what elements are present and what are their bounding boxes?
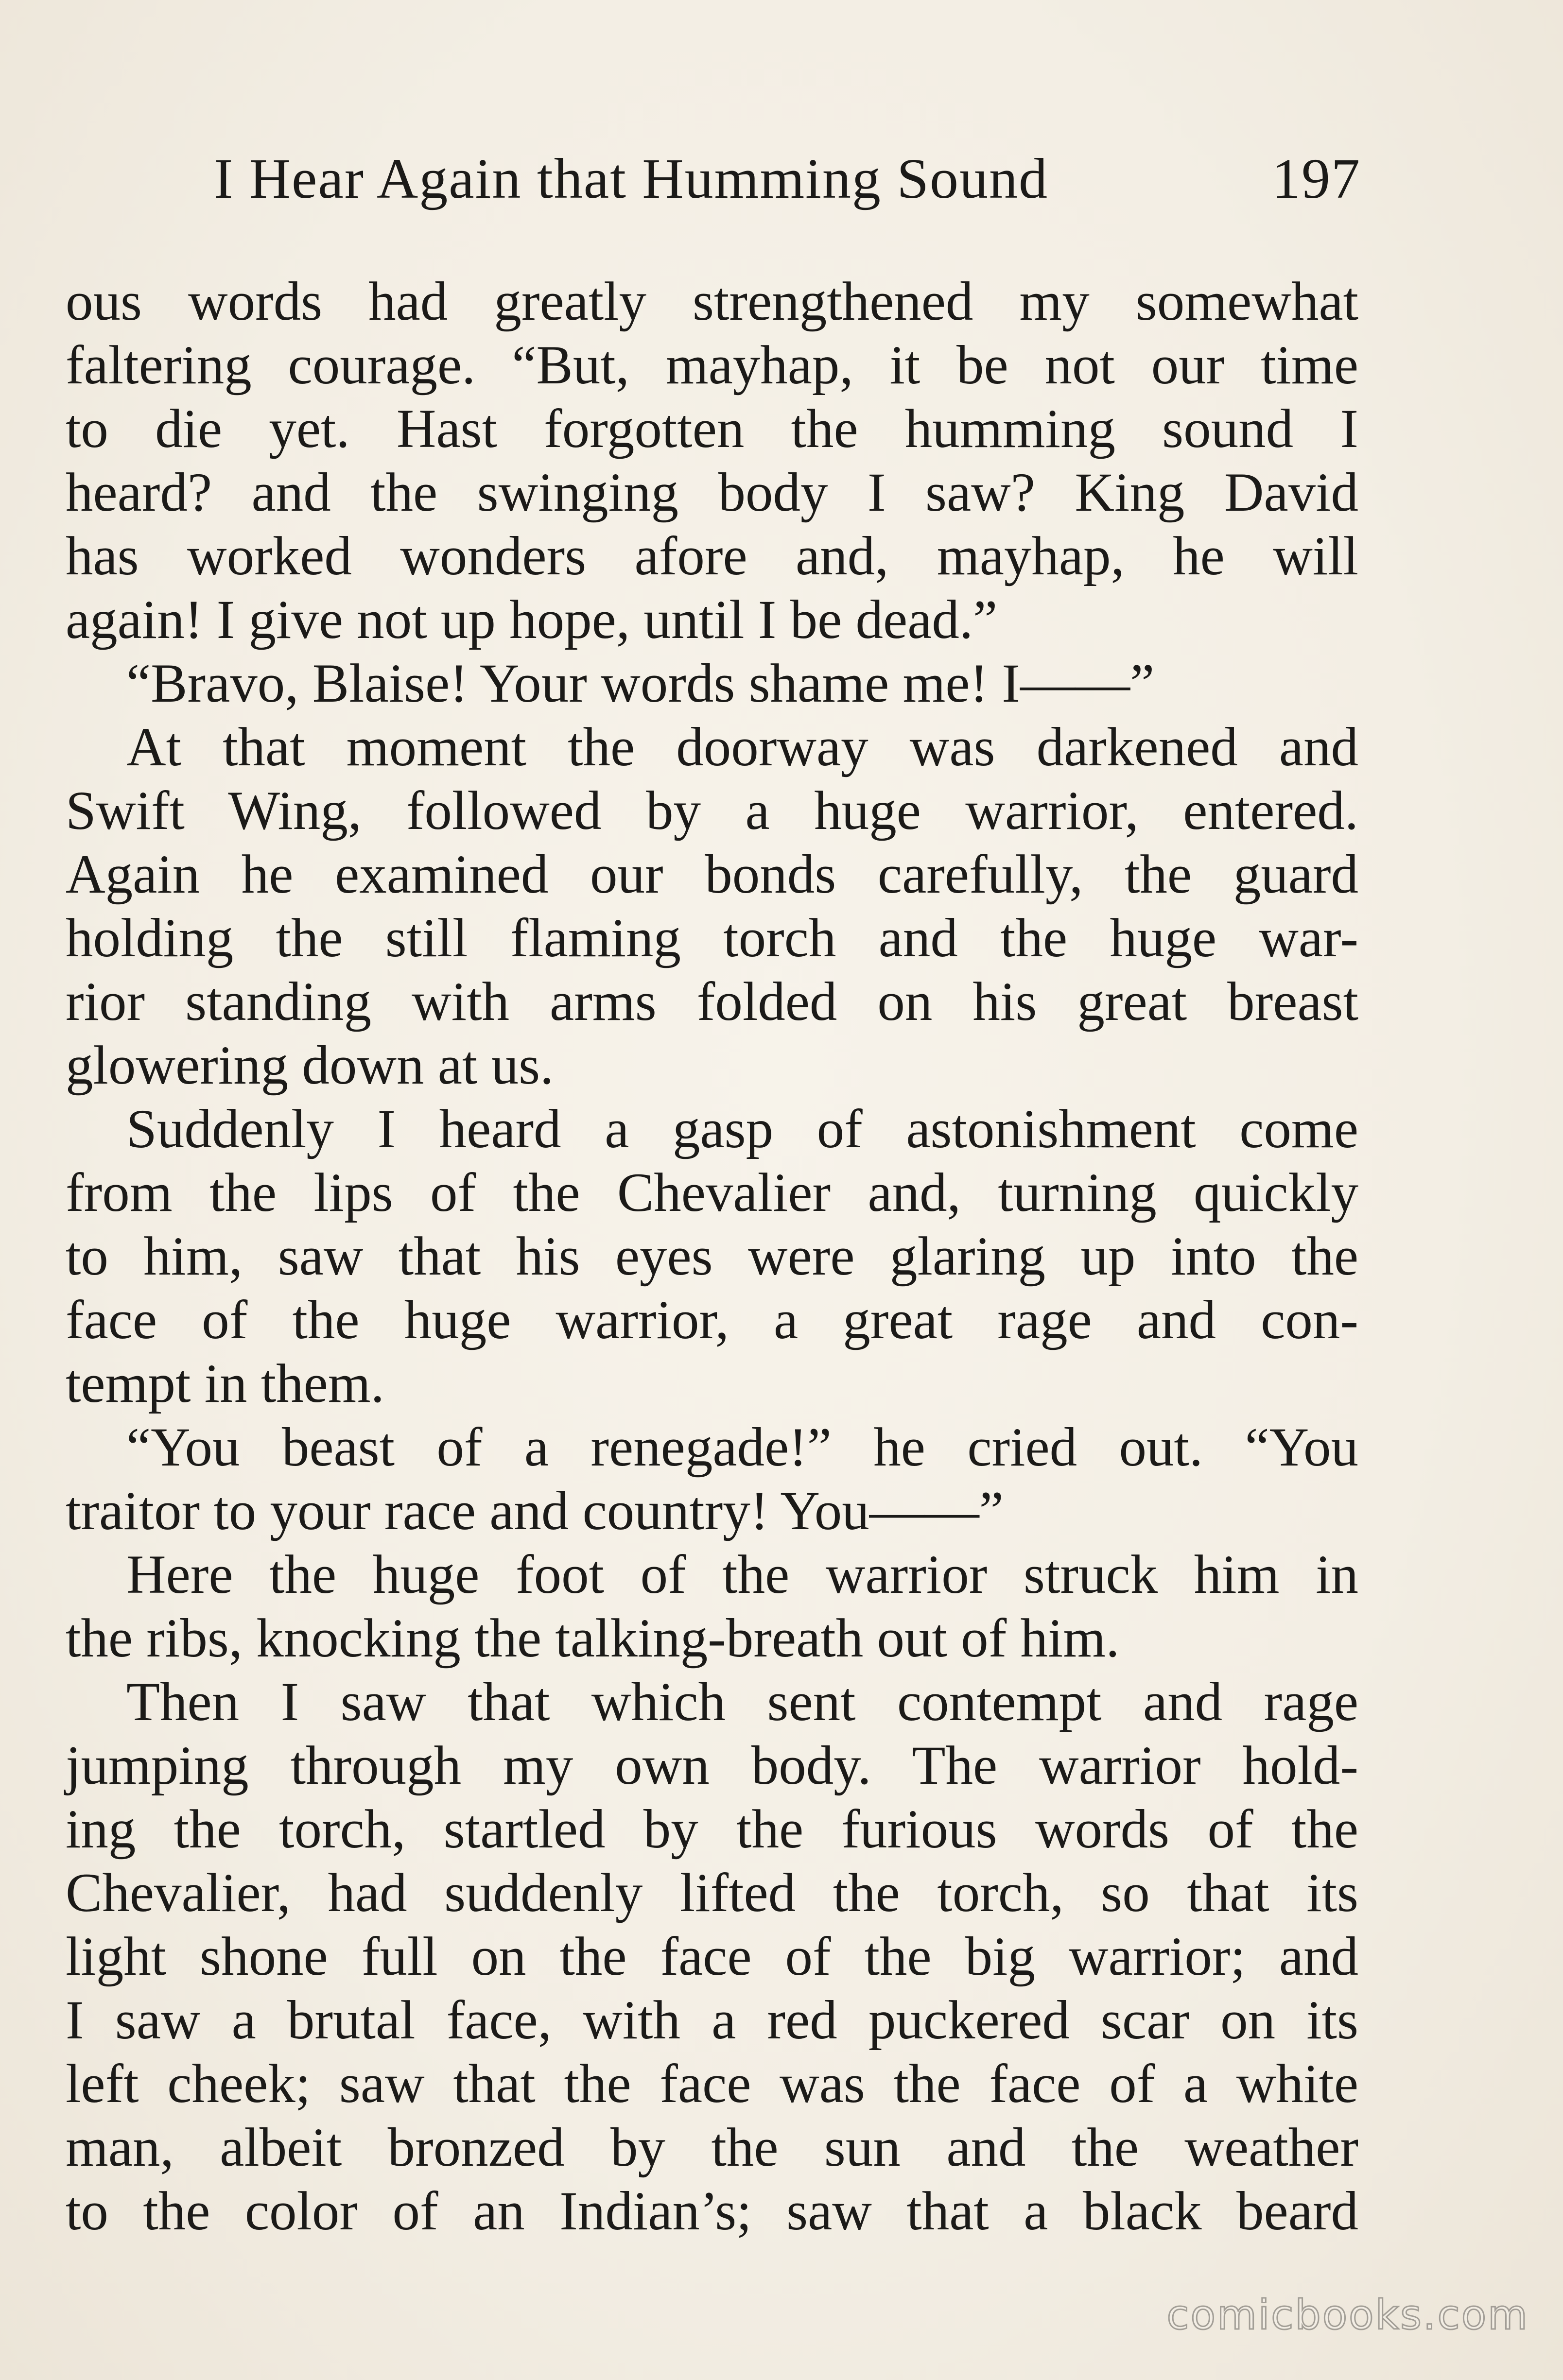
text-line: light shone full on the face of the big warrior; and [66,1926,1358,1987]
text-line: Chevalier, had suddenly lifted the torch, so that its [66,1863,1358,1923]
text-line: the ribs, knocking the talking-breath out of him. [66,1608,1120,1669]
text-line: face of the huge warrior, a great rage and con- [66,1290,1358,1350]
text-line: Swift Wing, followed by a huge warrior, entered. [66,780,1358,841]
text-line: Suddenly I heard a gasp of astonishment come [126,1099,1358,1159]
text-line: “Bravo, Blaise! Your words shame me! I——” [126,653,1155,714]
text-line: jumping through my own body. The warrior hold- [66,1735,1358,1796]
text-line: At that moment the doorway was darkened and [126,717,1358,777]
page-number: 197 [1272,147,1361,210]
text-line: from the lips of the Chevalier and, turning quickly [66,1162,1358,1223]
text-line: I saw a brutal face, with a red puckered scar on its [66,1990,1358,2051]
text-line: faltering courage. “But, mayhap, it be not our time [66,335,1358,396]
text-line: traitor to your race and country! You——” [66,1481,1004,1541]
running-title: I Hear Again that Humming Sound [214,147,1049,210]
text-line: rior standing with arms folded on his great breast [66,971,1358,1032]
text-line: again! I give not up hope, until I be dead.” [66,589,998,650]
text-line: Again he examined our bonds carefully, the guard [66,844,1358,905]
text-line: to him, saw that his eyes were glaring up into the [66,1226,1358,1287]
text-line: holding the still flaming torch and the huge war- [66,908,1358,968]
text-line: has worked wonders afore and, mayhap, he will [66,526,1358,586]
text-line: to die yet. Hast forgotten the humming sound I [66,398,1358,459]
watermark: comicbooks.com [1166,2291,1529,2339]
text-line: ous words had greatly strengthened my somewhat [66,271,1358,332]
text-line: heard? and the swinging body I saw? King David [66,462,1358,523]
text-line: “You beast of a renegade!” he cried out. “You [126,1417,1358,1478]
text-line: Here the huge foot of the warrior struck him in [126,1544,1358,1605]
body-text [66,270,1358,2243]
text-line: Then I saw that which sent contempt and rage [126,1672,1358,1732]
text-line: left cheek; saw that the face was the face of a white [66,2053,1358,2114]
text-line: glowering down at us. [66,1035,554,1096]
text-line: ing the torch, startled by the furious words of the [66,1799,1358,1860]
text-line: man, albeit bronzed by the sun and the weather [66,2117,1358,2178]
text-line: tempt in them. [66,1353,384,1414]
running-head [214,146,1361,224]
text-line: to the color of an Indian’s; saw that a black beard [66,2181,1358,2242]
